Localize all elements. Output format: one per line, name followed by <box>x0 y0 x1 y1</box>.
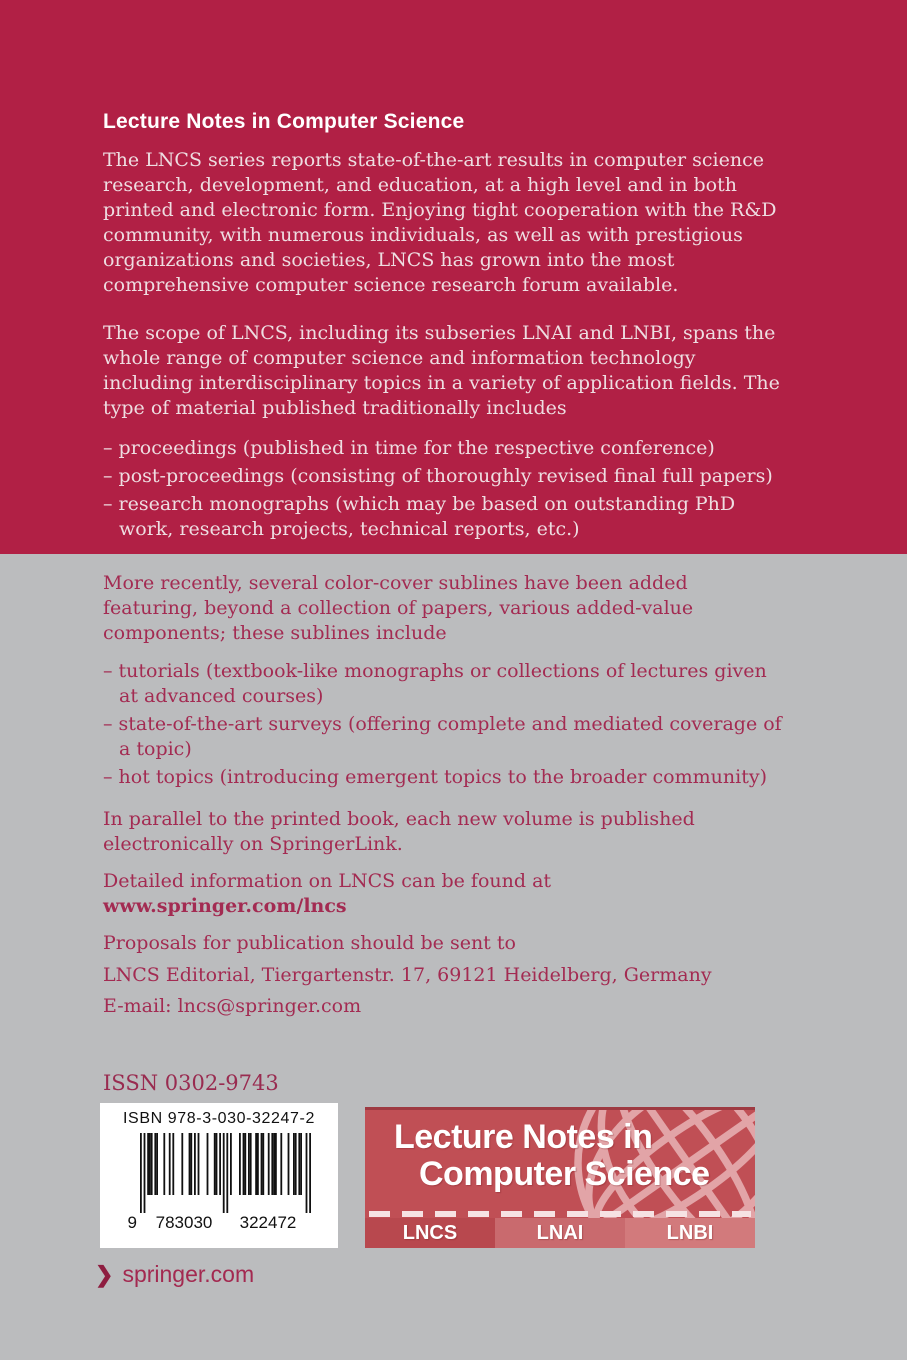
barcode-bars-graphic <box>126 1131 312 1233</box>
subline-lnai: LNAI <box>495 1218 625 1248</box>
detail-info-text: Detailed information on LNCS can be found at <box>103 870 552 892</box>
springer-brand-text: springer.com <box>122 1261 255 1287</box>
logo-title-line2: Computer Science <box>419 1155 710 1193</box>
list-item-proceedings: – proceedings (published in time for the respective conference) <box>103 437 715 459</box>
issn-text: ISSN 0302-9743 <box>103 1071 279 1095</box>
list-item-research-monographs: – research monographs (which may be based on outstanding PhD work, research projects, technical reports, etc.) <box>103 493 736 540</box>
editorial-email: E-mail: lncs@springer.com <box>103 995 362 1017</box>
sublines-paragraph: More recently, several color-cover sublines have been added featuring, beyond a collection of papers, various added-value components; these sublines include <box>103 572 694 644</box>
lncs-url: www.springer.com/lncs <box>103 895 347 917</box>
list-item-tutorials: – tutorials (textbook-like monographs or collections of lectures given at advanced courses) <box>103 660 767 707</box>
barcode-digit-right: 322472 <box>239 1213 297 1232</box>
detail-info-paragraph <box>103 869 785 919</box>
chevron-icon: ❯ <box>95 1261 114 1287</box>
published-types-list <box>103 436 785 542</box>
publisher-footer <box>95 1261 254 1288</box>
isbn-label: ISBN 978-3-030-32247-2 <box>123 1110 315 1127</box>
lower-gray-panel <box>0 554 907 1019</box>
series-heading: Lecture Notes in Computer Science <box>103 110 465 133</box>
scope-paragraph: The scope of LNCS, including its subseries LNAI and LNBI, spans the whole range of computer science and information technology including interdisciplinary topics in a variety of application fields. The type of material published traditionally includes <box>103 322 780 419</box>
barcode-digit-left: 9 <box>127 1213 137 1232</box>
list-item-post-proceedings: – post-proceedings (consisting of thoroughly revised final full papers) <box>103 465 773 487</box>
top-red-panel <box>0 0 907 554</box>
series-description-paragraph: The LNCS series reports state-of-the-art results in computer science research, development, and education, at a high level and in both printed and electronic form. Enjoying tight cooperation with the R&D community, with numerous individuals, as well as with prestigious organizations and societies, LNCS has grown into the most comprehensive computer science research forum available. <box>103 149 777 296</box>
editorial-address: LNCS Editorial, Tiergartenstr. 17, 69121 Heidelberg, Germany <box>103 964 712 986</box>
barcode-digit-mid: 783030 <box>155 1213 213 1232</box>
list-item-surveys: – state-of-the-art surveys (offering complete and mediated coverage of a topic) <box>103 713 782 760</box>
subline-lnbi: LNBI <box>625 1218 755 1248</box>
list-item-hot-topics: – hot topics (introducing emergent topics to the broader community) <box>103 766 767 788</box>
lncs-logo <box>365 1107 755 1248</box>
sublines-list <box>103 659 785 790</box>
isbn-barcode <box>100 1103 338 1248</box>
proposals-paragraph: Proposals for publication should be sent to <box>103 932 516 954</box>
logo-subline-band <box>365 1218 755 1248</box>
dashed-divider <box>369 1211 751 1217</box>
logo-title-line1: Lecture Notes in <box>394 1118 653 1156</box>
subline-lncs: LNCS <box>365 1218 495 1248</box>
springerlink-paragraph: In parallel to the printed book, each new volume is published electronically on SpringerLink. <box>103 808 695 855</box>
